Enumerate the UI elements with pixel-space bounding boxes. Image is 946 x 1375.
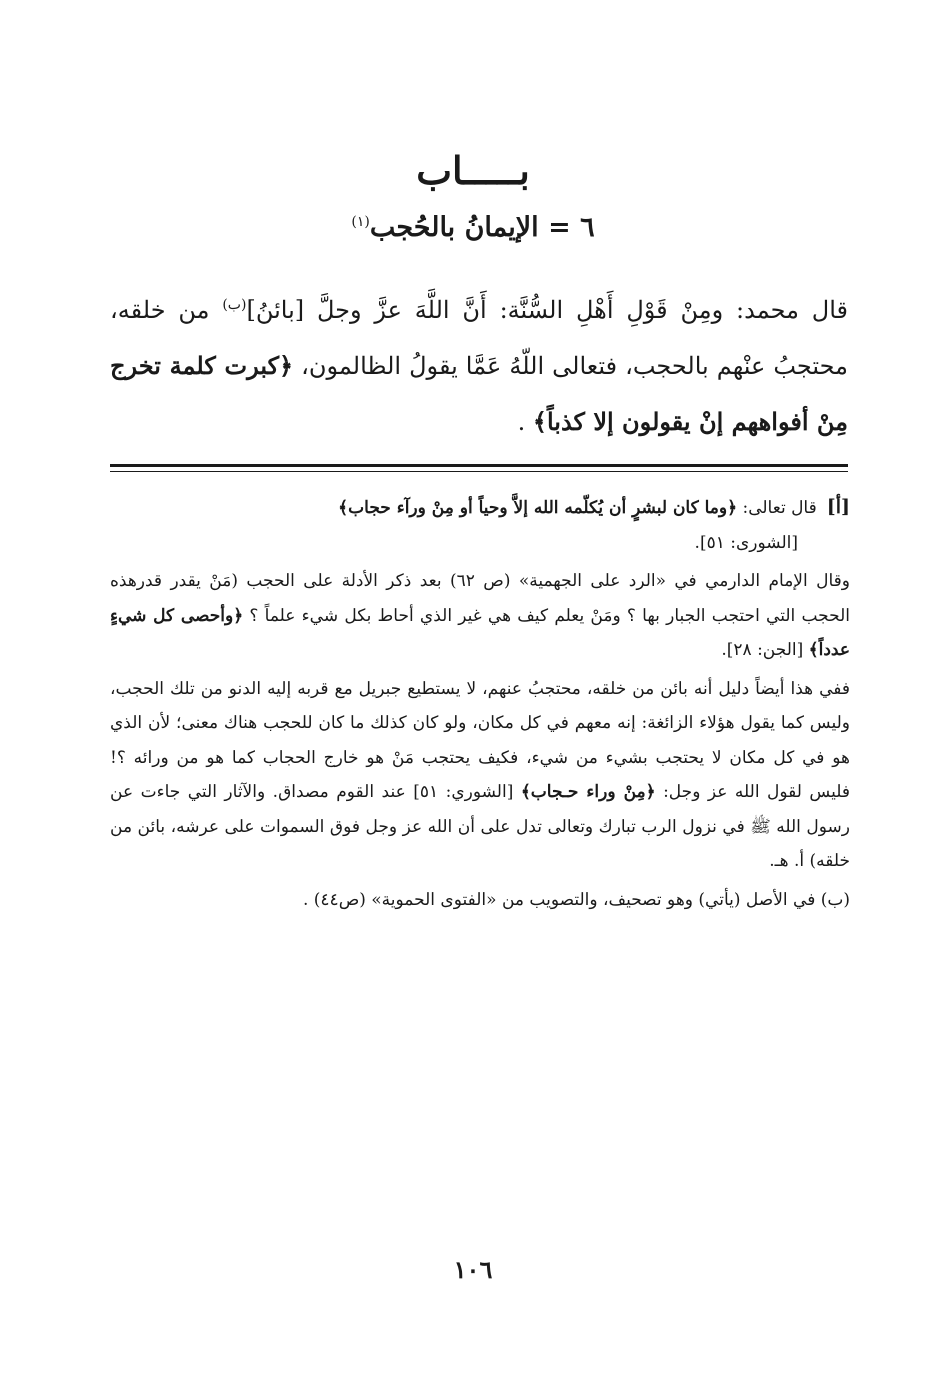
para2-end: [الجن: ٢٨]. [721, 640, 809, 660]
para2-verse: ﴿وأحصى كل شيءٍ عدداً﴾ [110, 605, 850, 660]
quran-verse: ﴿كبرت كلمة تخرج مِنْ أفواههم إنْ يقولون إلا كذباً﴾ [110, 351, 848, 436]
chapter-title-text: الإيمانُ بالحُجب [369, 212, 539, 243]
chapter-title [0, 212, 946, 243]
para3-end: [الشوري: ٥١] عند القوم مصداق. والآثار التي جاءت عن رسول الله ﷺ في نزول الرب تبارك وتعالى تدل على أن الله عز وجل فوق السموات على عرشه، بائن من خلقه) أ. هـ. [110, 782, 850, 871]
chapter-number: ٦ = [548, 212, 595, 243]
note-paragraph-2 [110, 564, 850, 668]
main-end: . [517, 408, 533, 436]
note-a-intro: قال تعالى: [737, 498, 817, 518]
footnote-divider-thin [110, 471, 848, 472]
note-a-verse: ﴿وما كان لبشرٍ أن يُكلّمه الله إلاَّ وحياً أو مِنْ ورآء حجاب﴾ [338, 498, 738, 518]
note-paragraph-3 [110, 672, 850, 879]
main-intro: قال محمد: ومِنْ قَوْلِ أَهْلِ السُّنَّة: أَنَّ اللَّهَ عزَّ وجلَّ [بائنُ] [246, 296, 848, 324]
main-paragraph [110, 278, 848, 450]
footnote-ref-b: (ب) [222, 297, 247, 313]
footnotes [110, 490, 850, 921]
note-a-citation: [الشورى: ٥١]. [694, 532, 798, 553]
main-body: من خلقه، محتجبُ عنْهم بالحجب، فتعالى اللّهُ عَمَّا يقولُ الظالمون، [110, 296, 849, 380]
chapter-footnote-ref: (١) [351, 214, 370, 230]
note-b: (ب) في الأصل (يأتي) وهو تصحيف، والتصويب من «الفتوى الحموية» (ص٤٤) . [302, 889, 850, 910]
para2-start: وقال الإمام الدارمي في «الرد على الجهمية» (ص ٦٢) بعد ذكر الأدلة على الحجب (مَنْ يقدر قدرهذه الحجب التي احتجب الجبار بها ؟ ومَنْ يعلم كيف هي غير الذي أحاط بكل شيء علماً ؟ [110, 571, 850, 626]
note-a [110, 490, 850, 560]
para3-start: ففي هذا أيضاً دليل أنه بائن من خلقه، محتجبُ عنهم، لا يستطيع جبريل مع قربه إليه الدنو من تلك الحجب، وليس كما يقول هؤلاء الزائغة: إنه معهم في كل مكان، ولو كان كذلك ما كان للحجب هناك معنى؛ لأن الذي هو في كل مكان لا يحتجب بشيء من شيء، فكيف يحتجب مَنْ هو خارج الحجاب كما هو من ورائه ؟! فليس لقول الله عز وجل: [110, 678, 850, 802]
para3-verse: ﴿مِنْ وراء حـجاب﴾ [520, 782, 656, 802]
footnote-divider-thick [110, 464, 848, 467]
chapter-heading: بـــــاب [416, 148, 530, 193]
note-a-marker: [أ] [826, 496, 850, 518]
page-number: ١٠٦ [453, 1255, 493, 1284]
